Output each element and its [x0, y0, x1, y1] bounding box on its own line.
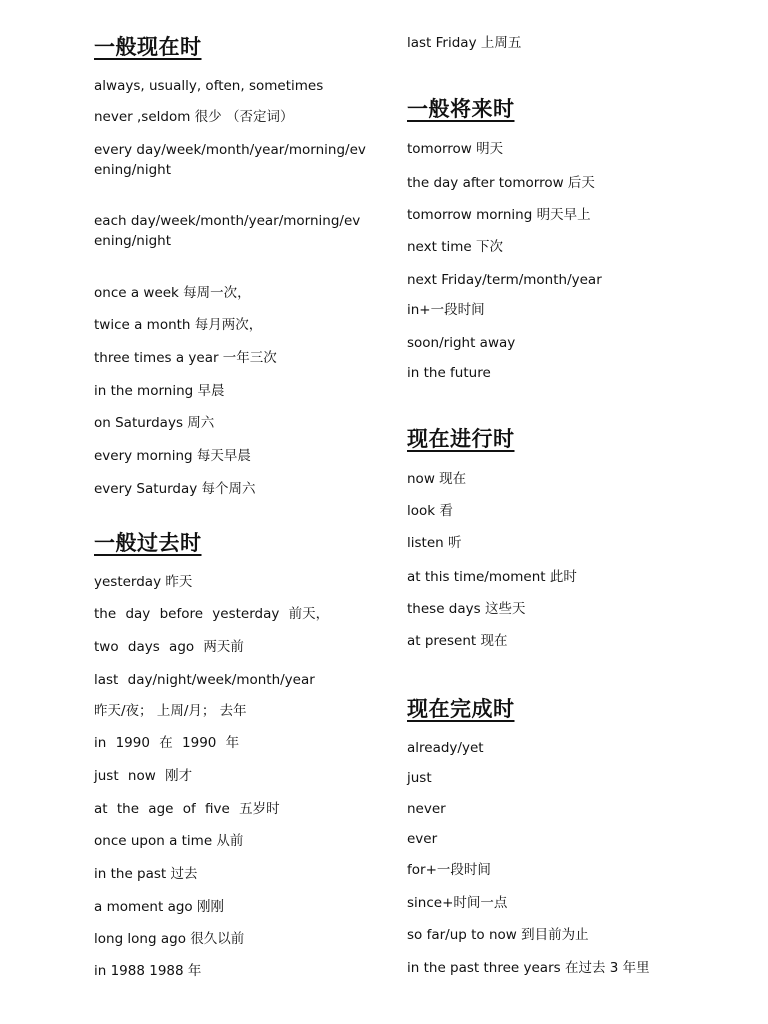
- list-item: last Friday 上周五: [407, 35, 522, 51]
- list-item: in the past 过去: [94, 866, 198, 882]
- list-item: yesterday 昨天: [94, 574, 193, 590]
- list-item: at present 现在: [407, 633, 508, 649]
- list-item: long long ago 很久以前: [94, 931, 245, 947]
- list-item: since+时间一点: [407, 895, 508, 911]
- list-item: in the morning 早晨: [94, 383, 225, 399]
- list-item: always, usually, often, sometimes: [94, 78, 324, 94]
- section-heading-simple-present: 一般现在时: [94, 35, 202, 59]
- list-item: in+一段时间: [407, 302, 485, 318]
- list-item: the day before yesterday 前天，: [94, 606, 330, 622]
- list-item: in the past three years 在过去 3 年里: [407, 960, 650, 976]
- list-item: each day/week/month/year/morning/evening/night: [94, 213, 361, 249]
- list-item: a moment ago 刚刚: [94, 899, 224, 915]
- section-heading-present-continuous: 现在进行时: [407, 427, 515, 451]
- list-item: these days 这些天: [407, 601, 526, 617]
- section-heading-present-perfect: 现在完成时: [407, 697, 515, 721]
- list-item: next time 下次: [407, 239, 503, 255]
- list-item: every morning 每天早晨: [94, 448, 251, 464]
- list-item: look 看: [407, 503, 453, 519]
- list-item: tomorrow morning 明天早上: [407, 207, 591, 223]
- list-item: on Saturdays 周六: [94, 415, 215, 431]
- list-item: never ,seldom 很少 （否定词）: [94, 109, 294, 125]
- list-item: listen 听: [407, 535, 462, 551]
- list-item: soon/right away: [407, 335, 516, 351]
- list-item: ever: [407, 831, 438, 847]
- list-item: the day after tomorrow 后天: [407, 175, 595, 191]
- list-item: in 1988 1988 年: [94, 963, 202, 979]
- list-item: so far/up to now 到目前为止: [407, 927, 589, 943]
- list-item: just now 刚才: [94, 768, 193, 784]
- section-heading-simple-future: 一般将来时: [407, 97, 515, 121]
- list-item: just: [407, 770, 432, 786]
- list-item: every Saturday 每个周六: [94, 481, 256, 497]
- list-item: at this time/moment 此时: [407, 569, 577, 585]
- list-item: for+一段时间: [407, 862, 491, 878]
- list-item: at the age of five 五岁时: [94, 801, 280, 817]
- list-item: last day/night/week/month/year: [94, 672, 315, 688]
- list-item: already/yet: [407, 740, 484, 756]
- section-heading-simple-past: 一般过去时: [94, 531, 202, 555]
- list-item: in 1990 在 1990 年: [94, 735, 240, 751]
- list-item: three times a year 一年三次: [94, 350, 277, 366]
- list-item: two days ago 两天前: [94, 639, 244, 655]
- list-item: every day/week/month/year/morning/evening/night: [94, 142, 366, 178]
- list-item: now 现在: [407, 471, 467, 487]
- list-item: once upon a time 从前: [94, 833, 244, 849]
- list-item: tomorrow 明天: [407, 141, 504, 157]
- list-item: twice a month 每月两次，: [94, 317, 263, 333]
- list-item: once a week 每周一次，: [94, 285, 251, 301]
- list-item: next Friday/term/month/year: [407, 272, 602, 288]
- list-item: in the future: [407, 365, 491, 381]
- list-item: never: [407, 801, 446, 817]
- list-item: 昨天/夜； 上周/月； 去年: [94, 703, 247, 719]
